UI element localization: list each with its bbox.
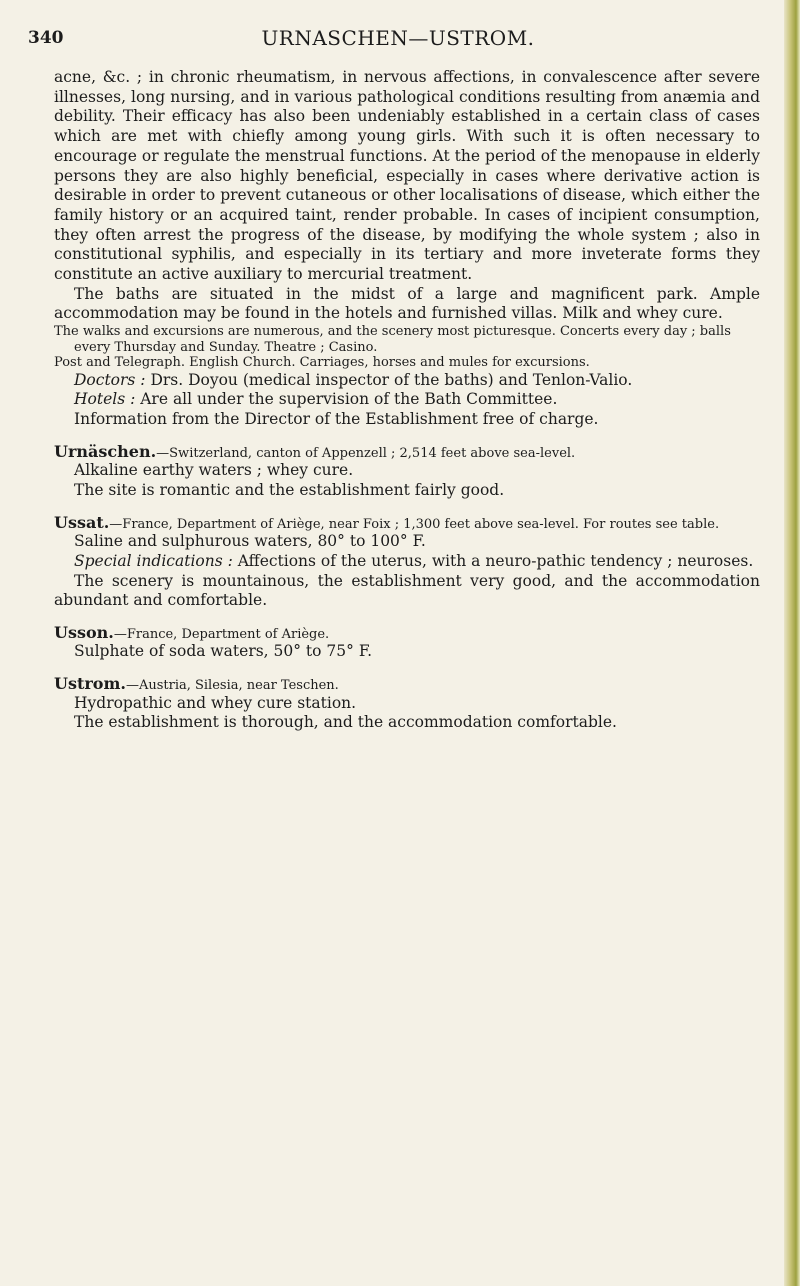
paragraph-post: Post and Telegraph. English Church. Carriages, horses and mules for excursions.: [54, 355, 590, 371]
entry-ustrom-station: Hydropathic and whey cure station.: [74, 693, 357, 712]
page-number: 340: [28, 28, 64, 48]
page-header: [28, 22, 768, 56]
entry-urnaschen-waters: Alkaline earthy waters ; whey cure.: [74, 461, 354, 480]
paragraph-hotels: [54, 390, 760, 410]
entry-urnaschen-name: Urnäschen.: [54, 441, 157, 461]
entry-ussat-waters: Saline and sulphurous waters, 80° to 100° F.: [74, 532, 426, 551]
paragraph-information: Information from the Director of the Establishment free of charge.: [74, 410, 599, 429]
doctors-label: Doctors :: [74, 370, 146, 389]
entry-ussat-indications: [54, 552, 760, 572]
entry-usson-name: Usson.: [54, 622, 114, 642]
entry-usson-location: —France, Department of Ariège.: [113, 626, 330, 642]
entry-ussat-name: Ussat.: [54, 512, 110, 532]
entry-ussat-location: —France, Department of Ariège, near Foix ; 1,300 feet above sea-level. For routes see table.: [109, 516, 720, 532]
entry-urnaschen-heading: [54, 441, 760, 462]
special-indications-label: Special indications :: [74, 551, 233, 570]
doctors-text: Drs. Doyou (medical inspector of the baths) and Tenlon-Valio.: [145, 370, 633, 389]
paragraph-walks: The walks and excursions are numerous, and the scenery most picturesque. Concerts every day ; balls every Thursday and Sunday. Theatre ; Casino.: [54, 324, 731, 355]
page-edge: [784, 0, 800, 1286]
running-title: URNASCHEN—USTROM.: [261, 26, 535, 50]
hotels-text: Are all under the supervision of the Bath Committee.: [135, 390, 558, 409]
entry-ustrom-establishment: The establishment is thorough, and the accommodation comfortable.: [74, 713, 617, 732]
paragraph-doctors: [54, 371, 760, 391]
entry-usson-waters: Sulphate of soda waters, 50° to 75° F.: [74, 642, 373, 661]
entry-ussat-heading: [54, 512, 760, 533]
entry-usson-heading: [54, 622, 760, 643]
entry-ussat-scenery: The scenery is mountainous, the establishment very good, and the accommodation abundant and comfortable.: [54, 571, 760, 610]
entry-ustrom-heading: [54, 676, 760, 694]
hotels-label: Hotels :: [74, 390, 136, 409]
entry-urnaschen-location: —Switzerland, canton of Appenzell ; 2,514 feet above sea-level.: [156, 445, 576, 461]
paragraph-baths-park: The baths are situated in the midst of a large and magnificent park. Ample accommodation may be found in the hotels and furnished villas. Milk and whey cure.: [54, 284, 760, 323]
paragraph-indications: acne, &c. ; in chronic rheumatism, in nervous affections, in convalescence after severe illnesses, long nursing, and in various pathological conditions resulting from anæmia and debility. Their efficacy has also been undeniably established in a certain class of cases which are met with chiefly among young girls. With such it is often necessary to encourage or regulate the menstrual functions. At the period of the menopause in elderly persons they are also highly beneficial, especially in cases where derivative action is desirable in order to prevent cutaneous or other localisations of disease, which either the family history or an acquired taint, render probable. In cases of incipient consumption, they often arrest the progress of the disease, by modifying the whole system ; also in constitutional syphilis, and especially in its tertiary and more inveterate forms they constitute an active auxiliary to mercurial treatment.: [54, 68, 760, 284]
special-indications-text: Affections of the uterus, with a neuro-pathic tendency ; neuroses.: [232, 551, 754, 570]
page-body: [54, 68, 760, 733]
entry-ustrom-location: —Austria, Silesia, near Teschen.: [125, 678, 339, 694]
entry-ustrom-name: Ustrom.: [54, 674, 126, 694]
entry-urnaschen-site: The site is romantic and the establishment fairly good.: [74, 480, 505, 499]
